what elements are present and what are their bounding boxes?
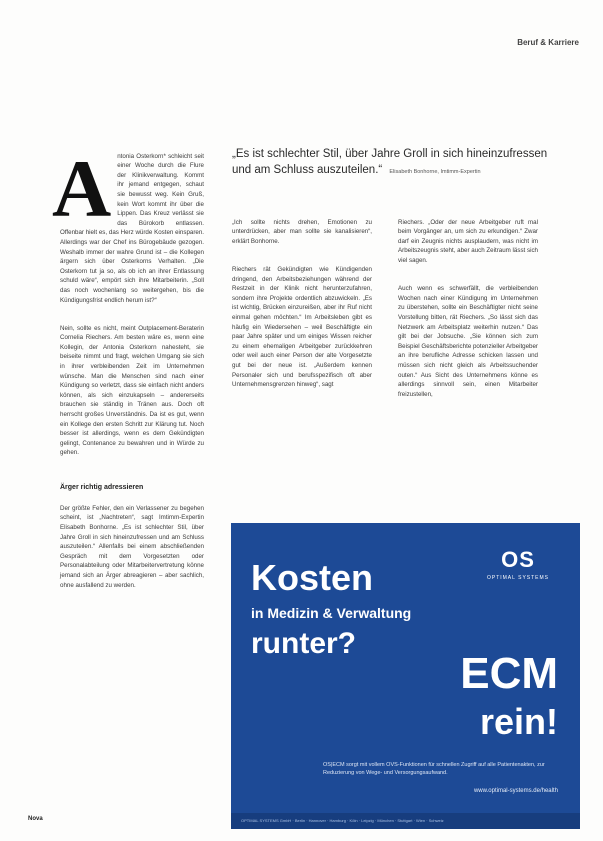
brand-logo (478, 547, 558, 581)
ad-headline-3: runter? (251, 627, 356, 660)
article-paragraph: Nein, sollte es nicht, meint Outplacement-Beraterin Cornelia Riechers. Am besten wäre es, wenn eine Kollegin, der Antonia Osterkorn nahesteht, sie beiseite nimmt und fragt, welchen Umgang sie sich in ihrer verbleibenden Zeit im Unternehmen wünsche. Man die Menschen sind nach einer Kündigung so verletzt, dass sie einfach nicht anders können, als sich einzukapseln – andererseits brauchen sie ständig in Tränen aus. Doch oft herrscht großes Unverständnis. Da ist es gut, wenn ein Kollege den ersten Schritt zur Klärung tut. Noch besser ist allerdings, wenn es dem Gekündigten gelingt, Contenance zu bewahren und in Würde zu gehen. (60, 324, 204, 457)
magazine-name: Nova (28, 816, 43, 822)
article-paragraph: Der größte Fehler, den ein Verlassener zu begehen scheint, ist „Nachtreten“, sagt Imtimm-Expertin Elisabeth Bonhorne. „Es ist schlechter Stil, über Jahre Groll in sich hineinzufressen und am Schluss auszuteilen.“ Allenfalls bei einem abschließenden Gespräch mit dem Vorgesetzten oder Personalabteilung oder Mitarbeitervertretung könne jemand sich an Ärger abreagieren – aber sachlich, ohne ausfallend zu werden. (60, 504, 204, 589)
logo-subtitle: OPTIMAL SYSTEMS (486, 575, 550, 581)
article-paragraph: Auch wenn es schwerfällt, die verbleibenden Wochen nach einer Kündigung im Unternehmen zu überstehen, sollte ein Beschäftigter nicht seine Vorstellung bitten, rät Riechers. „So lässt sich das Netzwerk am Arbeitsplatz weiterhin nutzen.“ Das gilt bei der Jobsuche. „Sie können sich zum Beispiel Geschäftsberichte potenzieller Arbeitgeber an ihre berufliche Adresse schicken lassen und müssen sich nicht gleich als Arbeitssuchender outen.“ Aus Sicht des Unternehmens könne es allerdings sinnvoll sein, einen Mitarbeiter freizustellen, (398, 285, 538, 398)
article-subheading: Ärger richtig adressieren (60, 483, 144, 491)
ad-body-text: OS|ECM sorgt mit vollem OVS-Funktionen für schnellen Zugriff auf alle Patientenakten, zur Reduzierung von Wege- und Versorgungsaufwand. (323, 762, 545, 776)
pull-quote-text: „Es ist schlechter Stil, über Jahre Groll in sich hineinzufressen und am Schluss auszuteilen.“ (232, 148, 548, 176)
ad-headline-1: Kosten (251, 557, 374, 598)
paragraph-text: ntonia Osterkorn* schleicht seit einer Woche durch die Flure der Klinikverwaltung. Kommt ihr jemand entgegen, schaut sie bewusst weg. Kein Gruß, kein Wort kommt ihr über die Lippen. Das Kreuz verlässt sie das Bürokorb entlassen. Offenbar hielt es, das Herz würde Kosten einsparen. Allerdings war der Chef ins Bürogebäude gezogen. Weshalb immer der wahre Grund ist – die Kollegen ärgern sich über Osterkorns Verhalten. „Die Osterkorn tut ja so, als ob ich an ihrer Entlassung schuld wäre“, empört sich ihre Mitarbeiterin. „Soll das noch wochenlang so weitergehen, bis die Kündigungsfrist endlich herum ist?“ (60, 152, 204, 304)
pull-quote (232, 146, 552, 180)
pull-quote-source: Elisabeth Bonhorne, Imtimm-Expertin (389, 169, 481, 175)
ad-footer-bar: OPTIMAL SYSTEMS GmbH · Berlin · Hannover · Hamburg · Köln · Leipzig · München · Stuttgart · Wien · Schweiz (231, 813, 580, 829)
article-column-1 (52, 142, 204, 609)
advertisement[interactable] (231, 523, 580, 829)
drop-cap: A (52, 142, 112, 234)
article-paragraph: „Ich sollte nichts drehen, Emotionen zu unterdrücken, aber man sollte sie kanalisieren“, erklärt Bonhorne. (232, 218, 372, 245)
section-title: Beruf & Karriere (517, 38, 579, 47)
ad-ecm-text: ECM (460, 649, 558, 698)
ad-headline-2: in Medizin & Verwaltung (251, 605, 412, 621)
ad-rein-text: rein! (479, 701, 558, 742)
ad-link[interactable]: www.optimal-systems.de/health (473, 788, 558, 794)
logo-mark: OS (501, 547, 535, 572)
article-paragraph: Riechers. „Oder der neue Arbeitgeber ruft mal beim Vorgänger an, um sich zu erkundigen.“ Zwar darf ein Zeugnis nichts ausplaudern, was nicht im Arbeitszeugnis steht, aber auch Zeitraum lässt sich viel sagen. (398, 218, 538, 264)
article-paragraph (52, 142, 204, 306)
page-footer (28, 816, 43, 822)
article-column-2 (232, 208, 372, 408)
article-column-3 (398, 208, 538, 418)
article-paragraph: Riechers rät Gekündigten wie Kündigenden dringend, den Arbeitsbeziehungen während der Restzeit in der Klinik nicht herunterzufahren, sondern ihre Projekte ordentlich abzuwickeln. „Es ist wichtig, Brücken einzureißen, aber ihr Ruf nicht einmal gehen möchten.“ Im Arbeitsleben gibt es häufig ein Wiedersehen – weil Beschäftigte ein paar Jahre später und um einiges Wissen reicher zu einem ehemaligen Arbeitgeber zurückkehren oder weil auch einer Person der alte Vorgesetzte gut bei der neue ist. „Außerdem kennen Personaler sich und berufsspezifisch oft aber Unternehmensgrenzen hinweg“, sagt (232, 265, 372, 389)
